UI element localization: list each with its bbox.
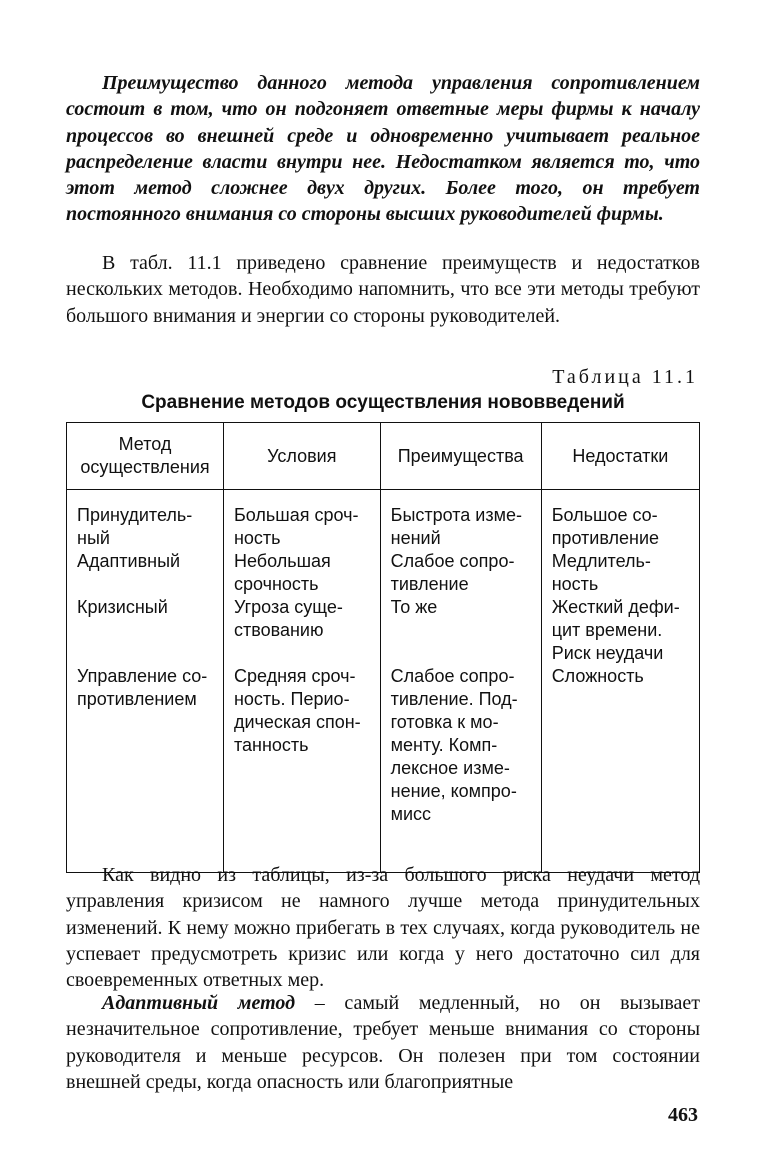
cell-line: Большая сроч- xyxy=(233,505,359,525)
header-disadvantages: Недостатки xyxy=(541,423,699,490)
table-caption: Таблица 11.1 xyxy=(552,366,698,388)
cell-line: Слабое сопро- xyxy=(390,551,515,571)
cell-line: нение, компро- xyxy=(390,781,517,801)
cell-line: ность xyxy=(551,574,599,594)
cell-line: Кризисный xyxy=(77,597,168,617)
cell-line: Угроза суще- xyxy=(233,597,343,617)
cell-spacer xyxy=(77,619,215,642)
cell-line: срочность xyxy=(233,574,319,594)
cell-line: ность xyxy=(233,528,281,548)
cell-line: Большое со- xyxy=(551,505,658,525)
paragraph-crisis: Как видно из таблицы, из-за большого риска неудачи метод управления кризисом не намного лучше метода принудительных изменений. К нему можно прибегать в тех случаях, когда руководитель не успевает предусмотреть кризис или когда у него достаточно сил для своевременных ответных мер. xyxy=(66,864,700,992)
cell-line: Средняя сроч- xyxy=(233,666,356,686)
cell-line: Сложность xyxy=(551,666,644,686)
methods-cell xyxy=(67,490,224,873)
cell-line: противлением xyxy=(77,689,197,709)
cell-line: тивление xyxy=(390,574,469,594)
cell-line: Быстрота изме- xyxy=(390,505,522,525)
cell-line: Риск неудачи xyxy=(551,643,664,663)
cell-line: мисс xyxy=(390,804,432,824)
table-header-row xyxy=(67,423,700,490)
cell-line: нений xyxy=(390,528,441,548)
cell-line: тивление. Под- xyxy=(390,689,518,709)
paragraph-adaptive xyxy=(66,990,700,1095)
cell-line: Управление со- xyxy=(77,666,208,686)
header-advantages: Преимущества xyxy=(380,423,541,490)
paragraph-advantages: Преимущество данного метода управления сопротивлением состоит в том, что он подгоняет ответные меры фирмы к началу процессов во внешней среде и одновременно учитывает реальное распределение власти внутри нее. Недостатком является то, что этот метод сложнее двух других. Более того, он требует постоянного внимания со стороны высших руководителей фирмы. xyxy=(66,72,700,226)
header-conditions: Условия xyxy=(223,423,380,490)
adaptive-method-text: – самый медленный, но он вызывает незначительное сопротивление, требует меньше внимания со стороны руководителя и меньше ресурсов. Он полезен при том состоянии внешней среды, когда опасность или благоприятные xyxy=(66,992,700,1093)
page-number: 463 xyxy=(668,1104,698,1126)
cell-line: готовка к мо- xyxy=(390,712,499,732)
header-method: Метод осуществления xyxy=(67,423,224,490)
cell-line: То же xyxy=(390,597,438,617)
conditions-cell xyxy=(223,490,380,873)
cell-line: дическая спон- xyxy=(233,712,361,732)
cell-line: противление xyxy=(551,528,660,548)
cell-line: ный xyxy=(77,528,110,548)
adaptive-method-term: Адаптивный метод xyxy=(102,992,296,1014)
cell-line: Жесткий дефи- xyxy=(551,597,680,617)
cell-spacer xyxy=(77,642,215,665)
cell-spacer xyxy=(234,642,372,665)
cell-line: Медлитель- xyxy=(551,551,651,571)
cell-line: лексное изме- xyxy=(390,758,510,778)
cell-line: Слабое сопро- xyxy=(390,666,515,686)
table-row xyxy=(67,490,700,873)
cell-line: ность. Перио- xyxy=(233,689,350,709)
cell-spacer xyxy=(391,642,533,665)
cell-line: Принудитель- xyxy=(77,505,193,525)
cell-line: цит времени. xyxy=(551,620,663,640)
cell-spacer xyxy=(77,573,215,596)
advantages-cell xyxy=(380,490,541,873)
cell-line: Адаптивный xyxy=(77,551,181,571)
comparison-table xyxy=(66,422,700,873)
table-title: Сравнение методов осуществления нововведений xyxy=(141,392,625,413)
cell-line: танность xyxy=(233,735,309,755)
cell-line: ствованию xyxy=(233,620,324,640)
disadvantages-cell xyxy=(541,490,699,873)
cell-line: менту. Комп- xyxy=(390,735,498,755)
cell-spacer xyxy=(391,619,533,642)
cell-line: Небольшая xyxy=(233,551,331,571)
paragraph-table-intro: В табл. 11.1 приведено сравнение преимуществ и недостатков нескольких методов. Необходимо напомнить, что все эти методы требуют большого внимания и энергии со стороны руководителей. xyxy=(66,252,700,327)
